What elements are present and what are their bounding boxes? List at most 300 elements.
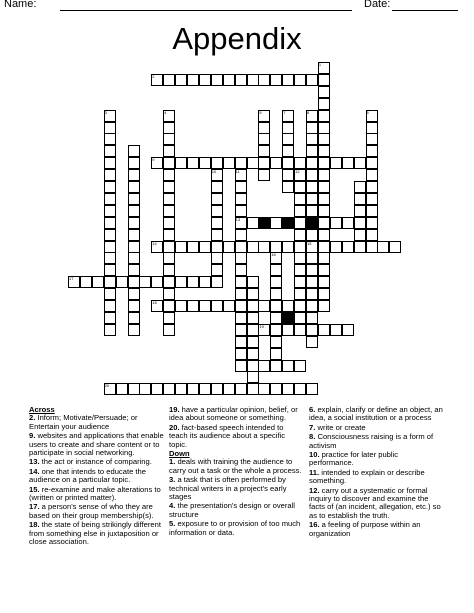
grid-square[interactable] [187, 157, 199, 169]
grid-square[interactable] [282, 122, 294, 134]
grid-square[interactable] [163, 181, 175, 193]
clue-number: 9. [29, 431, 36, 441]
grid-square[interactable] [366, 157, 378, 169]
grid-square[interactable] [366, 229, 378, 241]
grid-square[interactable] [175, 241, 187, 253]
grid-square[interactable] [104, 157, 116, 169]
grid-square[interactable] [247, 383, 259, 395]
clue-text: write or create [315, 422, 366, 432]
grid-square[interactable] [235, 383, 247, 395]
grid-square[interactable] [342, 241, 354, 253]
date-label: Date: [364, 0, 391, 10]
clue-text: have a particular opinion, belief, or idea about someone or something. [169, 405, 298, 423]
grid-square[interactable] [270, 217, 282, 229]
down-clue [169, 458, 303, 475]
grid-square[interactable] [318, 133, 330, 145]
down-clue [309, 406, 444, 423]
clue-number: 1. [169, 457, 176, 467]
grid-square[interactable] [128, 383, 140, 395]
grid-square[interactable] [235, 336, 247, 348]
grid-square[interactable] [318, 110, 330, 122]
grid-square[interactable] [211, 217, 223, 229]
grid-square[interactable] [235, 241, 247, 253]
grid-square[interactable] [306, 74, 318, 86]
down-clues-column-3 [309, 406, 444, 539]
grid-square[interactable] [270, 276, 282, 288]
grid-square[interactable] [151, 276, 163, 288]
grid-square[interactable] [235, 229, 247, 241]
grid-square[interactable] [342, 217, 354, 229]
grid-square[interactable] [294, 217, 306, 229]
grid-shaded-square [282, 312, 294, 324]
grid-square[interactable] [211, 252, 223, 264]
grid-square[interactable] [163, 264, 175, 276]
grid-square[interactable] [282, 383, 294, 395]
grid-square[interactable] [318, 122, 330, 134]
grid-square[interactable] [199, 276, 211, 288]
grid-square[interactable] [306, 145, 318, 157]
grid-square[interactable] [92, 276, 104, 288]
grid-square[interactable] [128, 324, 140, 336]
grid-clue-number: 13 [235, 216, 241, 222]
grid-square[interactable] [247, 74, 259, 86]
clue-number: 17. [29, 502, 40, 512]
grid-square[interactable] [235, 288, 247, 300]
grid-square[interactable] [270, 360, 282, 372]
grid-square[interactable] [270, 74, 282, 86]
grid-clue-number: 18 [152, 300, 157, 305]
grid-square[interactable] [163, 252, 175, 264]
clue-number: 8. [309, 432, 316, 442]
grid-clue-number: 15 [307, 240, 312, 246]
grid-square[interactable] [318, 288, 330, 300]
grid-square[interactable] [116, 383, 128, 395]
grid-square[interactable] [306, 383, 318, 395]
grid-square[interactable] [366, 241, 378, 253]
grid-square[interactable] [163, 383, 175, 395]
grid-square[interactable] [354, 181, 366, 193]
grid-square[interactable] [282, 74, 294, 86]
grid-square[interactable] [294, 324, 306, 336]
grid-square[interactable] [270, 241, 282, 253]
grid-square[interactable] [282, 181, 294, 193]
across-clue [29, 414, 164, 431]
grid-square[interactable] [318, 276, 330, 288]
grid-square[interactable] [104, 205, 116, 217]
grid-square[interactable] [306, 312, 318, 324]
grid-square[interactable] [163, 157, 175, 169]
grid-square[interactable] [104, 241, 116, 253]
grid-square[interactable] [258, 157, 270, 169]
grid-square[interactable] [128, 205, 140, 217]
grid-square[interactable] [187, 74, 199, 86]
grid-square[interactable] [163, 288, 175, 300]
grid-square[interactable] [128, 217, 140, 229]
grid-square[interactable] [211, 229, 223, 241]
grid-square[interactable] [294, 241, 306, 253]
grid-square[interactable] [247, 336, 259, 348]
grid-clue-number: 3 [104, 109, 107, 115]
grid-clue-number: 16 [271, 252, 276, 258]
grid-square[interactable] [128, 193, 140, 205]
grid-clue-number: 4 [164, 109, 167, 115]
grid-square[interactable] [306, 157, 318, 169]
grid-square[interactable] [187, 241, 199, 253]
grid-square[interactable] [258, 145, 270, 157]
grid-square[interactable] [235, 193, 247, 205]
down-clue [309, 469, 444, 486]
grid-square[interactable] [270, 383, 282, 395]
clue-text: one that intends to educate the audience on a particular topic. [29, 466, 146, 485]
grid-square[interactable] [128, 288, 140, 300]
grid-square[interactable] [258, 122, 270, 134]
clue-text: Inform; Motivate/Persuade; or Entertain your audience [29, 413, 138, 431]
grid-square[interactable] [258, 360, 270, 372]
grid-square[interactable] [306, 205, 318, 217]
grid-square[interactable] [258, 300, 270, 312]
grid-square[interactable] [318, 264, 330, 276]
grid-square[interactable] [306, 288, 318, 300]
grid-square[interactable] [211, 300, 223, 312]
grid-square[interactable] [139, 276, 151, 288]
grid-square[interactable] [294, 312, 306, 324]
grid-square[interactable] [163, 145, 175, 157]
grid-square[interactable] [104, 288, 116, 300]
grid-square[interactable] [270, 336, 282, 348]
grid-square[interactable] [104, 229, 116, 241]
grid-square[interactable] [306, 300, 318, 312]
grid-square[interactable] [211, 157, 223, 169]
grid-square[interactable] [270, 312, 282, 324]
across-clue [169, 424, 303, 449]
grid-square[interactable] [104, 300, 116, 312]
grid-square[interactable] [104, 312, 116, 324]
grid-square[interactable] [318, 229, 330, 241]
clue-text: the act or instance of comparing. [39, 457, 152, 467]
clue-text: intended to explain or describe something. [309, 467, 425, 486]
grid-square[interactable] [211, 276, 223, 288]
grid-shaded-square [306, 217, 318, 229]
clue-text: carry out a systematic or formal inquiry to discover and examine the facts of (an incident, allegation, etc.) so as to establish the truth. [309, 485, 441, 520]
grid-square[interactable] [235, 324, 247, 336]
grid-square[interactable] [330, 324, 342, 336]
clue-number: 20. [169, 422, 180, 432]
grid-square[interactable] [104, 145, 116, 157]
clue-number: 5. [169, 519, 176, 529]
grid-clue-number: 17 [69, 276, 74, 282]
grid-square[interactable] [211, 205, 223, 217]
grid-square[interactable] [163, 229, 175, 241]
grid-square[interactable] [389, 241, 401, 253]
grid-square[interactable] [163, 133, 175, 145]
grid-square[interactable] [211, 193, 223, 205]
down-clue [309, 433, 444, 450]
name-label: Name: [4, 0, 37, 10]
grid-square[interactable] [247, 371, 259, 383]
grid-square[interactable] [366, 133, 378, 145]
grid-square[interactable] [187, 300, 199, 312]
grid-square[interactable] [270, 324, 282, 336]
grid-square[interactable] [294, 300, 306, 312]
grid-square[interactable] [330, 241, 342, 253]
grid-square[interactable] [223, 383, 235, 395]
grid-square[interactable] [163, 74, 175, 86]
grid-square[interactable] [318, 193, 330, 205]
grid-square[interactable] [366, 193, 378, 205]
clue-text: fact-based speech intended to teach its audience about a specific topic. [169, 422, 286, 449]
grid-square[interactable] [80, 276, 92, 288]
across-heading: Across [29, 405, 55, 414]
grid-square[interactable] [294, 157, 306, 169]
grid-square[interactable] [187, 276, 199, 288]
grid-square[interactable] [294, 74, 306, 86]
grid-clue-number: 19 [259, 323, 264, 329]
grid-square[interactable] [306, 133, 318, 145]
grid-square[interactable] [175, 157, 187, 169]
grid-square[interactable] [104, 217, 116, 229]
grid-square[interactable] [247, 288, 259, 300]
grid-square[interactable] [235, 348, 247, 360]
grid-square[interactable] [235, 74, 247, 86]
grid-square[interactable] [235, 312, 247, 324]
grid-square[interactable] [235, 205, 247, 217]
grid-square[interactable] [318, 74, 330, 86]
grid-square[interactable] [235, 360, 247, 372]
grid-square[interactable] [318, 324, 330, 336]
grid-square[interactable] [318, 300, 330, 312]
grid-clue-number: 12 [295, 169, 300, 175]
grid-square[interactable] [354, 241, 366, 253]
grid-square[interactable] [247, 324, 259, 336]
grid-square[interactable] [342, 157, 354, 169]
grid-square[interactable] [306, 193, 318, 205]
grid-square[interactable] [354, 157, 366, 169]
grid-square[interactable] [223, 74, 235, 86]
grid-square[interactable] [306, 264, 318, 276]
grid-square[interactable] [128, 157, 140, 169]
grid-square[interactable] [247, 241, 259, 253]
grid-square[interactable] [306, 181, 318, 193]
grid-square[interactable] [175, 276, 187, 288]
grid-square[interactable] [163, 122, 175, 134]
grid-square[interactable] [104, 193, 116, 205]
grid-square[interactable] [318, 205, 330, 217]
grid-square[interactable] [354, 217, 366, 229]
grid-square[interactable] [342, 324, 354, 336]
grid-square[interactable] [330, 157, 342, 169]
grid-square[interactable] [318, 181, 330, 193]
grid-square[interactable] [306, 122, 318, 134]
grid-square[interactable] [294, 276, 306, 288]
grid-square[interactable] [258, 241, 270, 253]
down-clue [169, 520, 303, 537]
grid-square[interactable] [235, 157, 247, 169]
grid-square[interactable] [247, 276, 259, 288]
grid-square[interactable] [128, 276, 140, 288]
grid-square[interactable] [306, 252, 318, 264]
grid-square[interactable] [104, 133, 116, 145]
grid-square[interactable] [139, 383, 151, 395]
grid-square[interactable] [318, 157, 330, 169]
grid-square[interactable] [104, 122, 116, 134]
grid-square[interactable] [306, 276, 318, 288]
grid-square[interactable] [318, 145, 330, 157]
grid-square[interactable] [318, 169, 330, 181]
grid-square[interactable] [282, 157, 294, 169]
grid-square[interactable] [258, 383, 270, 395]
grid-square[interactable] [104, 264, 116, 276]
grid-square[interactable] [247, 360, 259, 372]
grid-square[interactable] [270, 157, 282, 169]
grid-square[interactable] [270, 264, 282, 276]
grid-square[interactable] [366, 181, 378, 193]
grid-square[interactable] [306, 169, 318, 181]
page-title: Appendix [172, 21, 302, 56]
grid-square[interactable] [330, 217, 342, 229]
grid-square[interactable] [163, 241, 175, 253]
grid-square[interactable] [163, 324, 175, 336]
grid-square[interactable] [175, 300, 187, 312]
grid-square[interactable] [318, 241, 330, 253]
grid-square[interactable] [211, 181, 223, 193]
grid-clue-number: 5 [259, 109, 262, 115]
grid-clue-number: 1 [318, 62, 322, 67]
grid-square[interactable] [235, 181, 247, 193]
grid-square[interactable] [104, 169, 116, 181]
grid-square[interactable] [223, 241, 235, 253]
grid-square[interactable] [366, 122, 378, 134]
grid-square[interactable] [199, 157, 211, 169]
grid-square[interactable] [270, 288, 282, 300]
grid-square[interactable] [163, 276, 175, 288]
grid-square[interactable] [366, 145, 378, 157]
grid-square[interactable] [104, 324, 116, 336]
grid-square[interactable] [294, 360, 306, 372]
grid-square[interactable] [318, 217, 330, 229]
grid-square[interactable] [282, 133, 294, 145]
grid-square[interactable] [128, 241, 140, 253]
grid-square[interactable] [366, 205, 378, 217]
grid-square[interactable] [104, 276, 116, 288]
grid-square[interactable] [211, 264, 223, 276]
grid-square[interactable] [377, 241, 389, 253]
grid-square[interactable] [294, 264, 306, 276]
grid-square[interactable] [354, 205, 366, 217]
clue-text: explain, clarify or define an object, an idea, a social institution or a process [309, 405, 443, 423]
grid-square[interactable] [163, 193, 175, 205]
grid-square[interactable] [282, 145, 294, 157]
clue-number: 14. [29, 466, 40, 476]
grid-square[interactable] [128, 229, 140, 241]
grid-square[interactable] [294, 181, 306, 193]
grid-square[interactable] [258, 74, 270, 86]
down-clue [169, 476, 303, 501]
grid-square[interactable] [294, 229, 306, 241]
grid-clue-number: 9 [152, 157, 155, 163]
grid-square[interactable] [211, 241, 223, 253]
grid-square[interactable] [318, 86, 330, 98]
grid-square[interactable] [258, 133, 270, 145]
grid-square[interactable] [366, 217, 378, 229]
grid-square[interactable] [318, 252, 330, 264]
grid-square[interactable] [223, 300, 235, 312]
grid-square[interactable] [116, 276, 128, 288]
grid-square[interactable] [247, 217, 259, 229]
grid-square[interactable] [282, 169, 294, 181]
grid-square[interactable] [282, 300, 294, 312]
grid-square[interactable] [163, 300, 175, 312]
grid-square[interactable] [199, 300, 211, 312]
grid-square[interactable] [235, 276, 247, 288]
grid-square[interactable] [128, 145, 140, 157]
grid-square[interactable] [175, 383, 187, 395]
grid-square[interactable] [294, 205, 306, 217]
grid-square[interactable] [294, 193, 306, 205]
grid-square[interactable] [247, 348, 259, 360]
grid-square[interactable] [163, 205, 175, 217]
clue-number: 16. [309, 520, 320, 530]
clue-text: the state of being strikingly different from something else in juxtaposition or close association. [29, 520, 161, 547]
grid-square[interactable] [163, 312, 175, 324]
grid-square[interactable] [163, 169, 175, 181]
grid-square[interactable] [128, 169, 140, 181]
grid-square[interactable] [187, 383, 199, 395]
grid-square[interactable] [294, 288, 306, 300]
grid-square[interactable] [294, 383, 306, 395]
grid-square[interactable] [199, 74, 211, 86]
grid-square[interactable] [199, 241, 211, 253]
grid-square[interactable] [211, 383, 223, 395]
clue-number: 11. [309, 467, 320, 477]
grid-square[interactable] [306, 229, 318, 241]
grid-square[interactable] [151, 383, 163, 395]
grid-square[interactable] [104, 181, 116, 193]
grid-square[interactable] [128, 264, 140, 276]
grid-square[interactable] [247, 157, 259, 169]
grid-square[interactable] [354, 229, 366, 241]
grid-square[interactable] [104, 252, 116, 264]
grid-square[interactable] [282, 241, 294, 253]
grid-square[interactable] [223, 157, 235, 169]
grid-square[interactable] [306, 324, 318, 336]
grid-square[interactable] [128, 181, 140, 193]
grid-square[interactable] [235, 252, 247, 264]
grid-square[interactable] [163, 217, 175, 229]
grid-square[interactable] [128, 300, 140, 312]
grid-square[interactable] [282, 360, 294, 372]
clue-text: Consciousness raising is a form of activism [309, 432, 434, 450]
across-clue [29, 468, 164, 485]
grid-square[interactable] [235, 300, 247, 312]
grid-square[interactable] [306, 336, 318, 348]
grid-square[interactable] [211, 74, 223, 86]
grid-square[interactable] [199, 383, 211, 395]
grid-square[interactable] [247, 312, 259, 324]
grid-square[interactable] [128, 312, 140, 324]
grid-square[interactable] [318, 98, 330, 110]
grid-square[interactable] [247, 300, 259, 312]
grid-square[interactable] [294, 252, 306, 264]
grid-square[interactable] [235, 264, 247, 276]
grid-square[interactable] [270, 300, 282, 312]
grid-square[interactable] [128, 252, 140, 264]
grid-square[interactable] [366, 169, 378, 181]
grid-square[interactable] [354, 193, 366, 205]
grid-square[interactable] [270, 348, 282, 360]
grid-square[interactable] [282, 324, 294, 336]
grid-square[interactable] [258, 169, 270, 181]
grid-square[interactable] [175, 74, 187, 86]
